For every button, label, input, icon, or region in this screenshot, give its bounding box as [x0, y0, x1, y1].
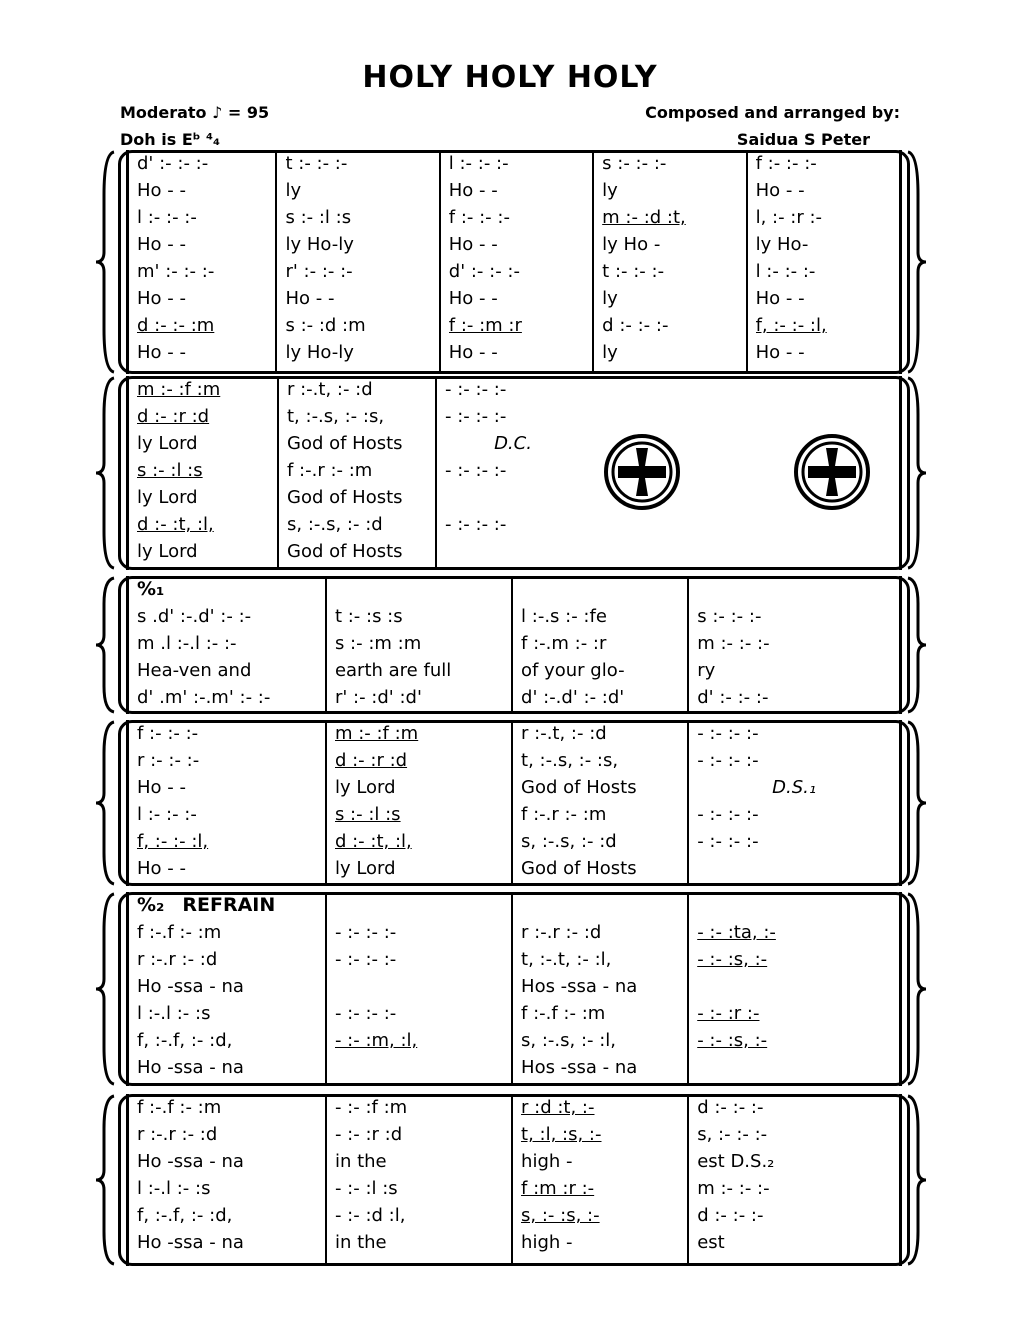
notation-line: - :- :- :-: [334, 949, 397, 970]
lyric-line: ly Lord: [334, 777, 396, 798]
notation-line: - :- :- :-: [697, 831, 759, 852]
measure-cell: [594, 150, 747, 374]
composer-label: Composed and arranged by:: [645, 103, 900, 122]
notation-line: d' :- :- :-: [448, 261, 520, 282]
measure-cell: [441, 150, 594, 374]
music-system: [118, 150, 910, 374]
measure-cell: [327, 892, 513, 1086]
notation-line: l :- :- :-: [137, 804, 197, 825]
notation-line: r' :- :d' :d': [334, 687, 422, 708]
lyric-line: est: [697, 1232, 725, 1253]
lyric-line: ry: [697, 660, 716, 681]
notation-line: r :-.r :- :d: [521, 922, 602, 943]
notation-line: - :- :ta, :-: [697, 922, 776, 943]
lyric-line: ly: [602, 288, 618, 309]
music-system: [118, 720, 910, 886]
notation-line: r :-.r :- :d: [137, 1124, 218, 1145]
lyric-line: Ho - -: [137, 858, 186, 879]
right-brace: [906, 720, 928, 886]
measure-row: [126, 576, 902, 714]
measure-row: [126, 892, 902, 1086]
lyric-line: ly Lord: [137, 487, 198, 508]
notation-line: t, :l, :s, :-: [521, 1124, 602, 1145]
lyric-line: Ho - -: [755, 180, 805, 201]
measure-cell: [129, 576, 327, 714]
notation-line: f :- :- :-: [137, 723, 199, 744]
notation-line: - :- :- :-: [445, 514, 507, 535]
measure-cell: [689, 892, 899, 1086]
measure-cell: [129, 892, 327, 1086]
measure-cell: [277, 150, 440, 374]
page-title: HOLY HOLY HOLY: [362, 60, 658, 95]
notation-line: d :- :t, :l,: [334, 831, 412, 852]
notation-line: [697, 855, 899, 882]
notation-line: m' :- :- :-: [137, 261, 215, 282]
lyric-line: Ho - -: [137, 342, 186, 363]
notation-line: f, :- :- :l,: [755, 315, 827, 336]
notation-line: f, :-.f, :- :d,: [137, 1205, 233, 1226]
measure-cell: [513, 720, 689, 886]
notation-line: l :-.l :- :s: [137, 1003, 211, 1024]
notation-line: d' .m' :-.m' :- :-: [137, 687, 271, 708]
notation-line: s :- :l :s: [334, 804, 401, 825]
notation-line: - :- :s, :-: [697, 949, 768, 970]
notation-line: f :-.r :- :m: [287, 460, 373, 481]
notation-line: m .l :-.l :- :-: [137, 633, 237, 654]
notation-line: [697, 973, 899, 1000]
notation-line: [697, 1054, 899, 1081]
lyric-line: God of Hosts: [287, 541, 403, 562]
left-brace: [94, 576, 116, 714]
notation-line: s :- :- :-: [697, 606, 762, 627]
right-brace: [906, 150, 928, 374]
notation-line: m :- :f :m: [334, 723, 419, 744]
lyric-line: ly Lord: [334, 858, 396, 879]
left-brace: [94, 376, 116, 570]
lyric-line: ly: [285, 180, 302, 201]
notation-line: r' :- :- :-: [285, 261, 353, 282]
right-brace: [906, 892, 928, 1086]
measure-cell: [327, 1094, 513, 1266]
notation-line: [335, 1054, 511, 1081]
lyric-line: of your glo-: [521, 660, 625, 681]
measure-cell: [327, 720, 513, 886]
lyric-line: ly: [602, 180, 618, 201]
lyric-line: Ho - -: [137, 288, 186, 309]
measure-cell: [513, 892, 689, 1086]
notation-line: f :-.f :- :m: [137, 922, 222, 943]
measure-row: [126, 376, 902, 570]
measure-cell: [513, 1094, 689, 1266]
left-brace: [94, 720, 116, 886]
measure-cell: [689, 576, 899, 714]
section-marker: [137, 576, 325, 603]
notation-line: t :- :s :s: [334, 606, 403, 627]
notation-line: - :- :- :-: [334, 922, 397, 943]
lyric-line: ly Ho-: [755, 234, 809, 255]
left-brace: [94, 1094, 116, 1266]
segno-marker: %₁: [137, 578, 165, 600]
notation-line: f :- :m :r: [448, 315, 522, 336]
composer-name: Saidua S Peter: [736, 130, 870, 149]
lyric-line: Hea-ven and: [137, 660, 252, 681]
lyric-line: ly: [602, 342, 618, 363]
spacer: [335, 892, 511, 919]
notation-line: d :- :- :-: [697, 1097, 764, 1118]
lyric-line: high -: [521, 1151, 573, 1172]
lyric-line: Ho - -: [448, 234, 498, 255]
lyric-line: Hos -ssa - na: [521, 976, 638, 997]
music-system: [118, 892, 910, 1086]
lyric-line: in the: [334, 1151, 387, 1172]
lyric-line: Ho -ssa - na: [137, 976, 244, 997]
notation-line: d' :- :- :-: [137, 153, 209, 174]
notation-line: s, :- :s, :-: [521, 1205, 600, 1226]
notation-line: d' :- :- :-: [697, 687, 769, 708]
notation-line: - :- :- :-: [445, 406, 507, 427]
notation-line: t, :-.s, :- :s,: [521, 750, 619, 771]
notation-line: f :-.r :- :m: [521, 804, 607, 825]
spacer: [335, 576, 511, 603]
notation-line: - :- :m, :l,: [334, 1030, 418, 1051]
notation-line: t, :-.t, :- :l,: [521, 949, 612, 970]
notation-line: - :- :r :d: [334, 1124, 403, 1145]
notation-line: - :- :- :-: [445, 379, 507, 400]
notation-line: d :- :t, :l,: [137, 514, 214, 535]
notation-line: s :- :l :s: [285, 207, 352, 228]
notation-line: - :- :- :-: [445, 460, 507, 481]
measure-row: [126, 150, 902, 374]
cross-emblem-icon: [792, 432, 872, 512]
right-brace: [906, 1094, 928, 1266]
lyric-line: Ho -ssa - na: [137, 1057, 244, 1078]
right-brace: [906, 576, 928, 714]
notation-line: [335, 973, 511, 1000]
lyric-line: God of Hosts: [521, 777, 637, 798]
notation-line: - :- :f :m: [334, 1097, 408, 1118]
notation-line: s .d' :-.d' :- :-: [137, 606, 252, 627]
cross-emblem-icon: [602, 432, 682, 512]
measure-cell: [689, 1094, 899, 1266]
lyric-line: D.C.: [494, 433, 532, 454]
tempo-marking: Moderato ♪ = 95: [120, 103, 270, 122]
notation-line: [445, 538, 589, 565]
notation-line: d :- :- :-: [602, 315, 669, 336]
lyric-line: God of Hosts: [287, 487, 403, 508]
notation-line: - :- :s, :-: [697, 1030, 768, 1051]
measure-cell: [129, 376, 279, 570]
lyric-line: Ho - -: [285, 288, 335, 309]
notation-line: f :m :r :-: [521, 1178, 595, 1199]
notation-line: - :- :- :-: [697, 804, 759, 825]
lyric-line: ly Ho -: [602, 234, 661, 255]
notation-line: r :d :t, :-: [521, 1097, 595, 1118]
segno-marker: %₂: [137, 894, 165, 916]
lyric-line: earth are full: [334, 660, 452, 681]
left-brace: [94, 892, 116, 1086]
notation-line: - :- :- :-: [697, 723, 759, 744]
notation-line: r :-.r :- :d: [137, 949, 218, 970]
notation-line: - :- :- :-: [697, 750, 759, 771]
lyric-line: Ho -ssa - na: [137, 1151, 244, 1172]
notation-line: - :- :- :-: [334, 1003, 397, 1024]
lyric-line: Ho - -: [755, 342, 805, 363]
lyric-line: in the: [334, 1232, 387, 1253]
notation-line: l, :- :r :-: [755, 207, 823, 228]
notation-line: f, :-.f, :- :d,: [137, 1030, 233, 1051]
notation-line: l :- :- :-: [448, 153, 509, 174]
notation-line: s :- :- :-: [602, 153, 667, 174]
notation-line: t, :-.s, :- :s,: [287, 406, 385, 427]
spacer: [521, 576, 687, 603]
notation-line: s, :-.s, :- :l,: [521, 1030, 617, 1051]
notation-line: [445, 484, 589, 511]
lyric-line: ly Ho-ly: [285, 234, 354, 255]
notation-line: r :-.t, :- :d: [521, 723, 607, 744]
measure-cell: [689, 720, 899, 886]
spacer: [697, 892, 899, 919]
section-marker: [137, 892, 325, 919]
lyric-line: Ho - -: [448, 180, 498, 201]
notation-line: s, :- :- :-: [697, 1124, 768, 1145]
lyric-line: Ho - -: [137, 777, 186, 798]
lyric-line: Ho -ssa - na: [137, 1232, 244, 1253]
notation-line: - :- :r :-: [697, 1003, 760, 1024]
notation-line: d :- :- :-: [697, 1205, 764, 1226]
music-system: [118, 576, 910, 714]
notation-line: f :- :- :-: [448, 207, 510, 228]
lyric-line: est D.S.₂: [697, 1151, 775, 1172]
notation-line: l :- :- :-: [755, 261, 816, 282]
measure-cell: [748, 150, 899, 374]
lyric-line: ly Lord: [137, 433, 198, 454]
notation-line: - :- :l :s: [334, 1178, 398, 1199]
lyric-line: D.S.₁: [772, 777, 817, 798]
notation-line: s, :-.s, :- :d: [287, 514, 383, 535]
notation-line: f :-.f :- :m: [521, 1003, 606, 1024]
notation-line: t :- :- :-: [285, 153, 348, 174]
lyric-line: ly Ho-ly: [285, 342, 354, 363]
notation-line: m :- :f :m: [137, 379, 221, 400]
notation-line: f, :- :- :l,: [137, 831, 209, 852]
notation-line: t :- :- :-: [602, 261, 665, 282]
notation-line: d :- :r :d: [334, 750, 408, 771]
spacer: [521, 892, 687, 919]
lyric-line: Ho - -: [137, 180, 186, 201]
notation-line: r :- :- :-: [137, 750, 200, 771]
measure-cell: [279, 376, 437, 570]
lyric-line: ly Lord: [137, 541, 198, 562]
lyric-line: Hos -ssa - na: [521, 1057, 638, 1078]
lyric-line: high -: [521, 1232, 573, 1253]
lyric-line: God of Hosts: [521, 858, 637, 879]
key-signature: Doh is Eᵇ ⁴₄: [120, 130, 220, 149]
notation-line: s :- :l :s: [137, 460, 203, 481]
right-brace: [906, 376, 928, 570]
notation-line: r :-.t, :- :d: [287, 379, 373, 400]
lyric-line: God of Hosts: [287, 433, 403, 454]
measure-cell: [129, 150, 277, 374]
measure-cell: [327, 576, 513, 714]
refrain-label: REFRAIN: [182, 894, 276, 916]
notation-line: s :- :d :m: [285, 315, 366, 336]
notation-line: d' :-.d' :- :d': [521, 687, 625, 708]
notation-line: s, :-.s, :- :d: [521, 831, 617, 852]
left-brace: [94, 150, 116, 374]
measure-cell: [513, 576, 689, 714]
notation-line: l :-.s :- :fe: [521, 606, 607, 627]
notation-line: d :- :r :d: [137, 406, 210, 427]
music-system: [118, 1094, 910, 1266]
lyric-line: Ho - -: [137, 234, 186, 255]
notation-line: l :-.l :- :s: [137, 1178, 211, 1199]
notation-line: f :- :- :-: [755, 153, 817, 174]
lyric-line: Ho - -: [448, 342, 498, 363]
notation-line: m :- :- :-: [697, 1178, 770, 1199]
notation-line: l :- :- :-: [137, 207, 197, 228]
spacer: [697, 576, 899, 603]
measure-row: [126, 720, 902, 886]
measure-cell: [129, 720, 327, 886]
notation-line: s :- :m :m: [334, 633, 422, 654]
measure-cell: [437, 376, 589, 570]
measure-cell: [129, 1094, 327, 1266]
notation-line: f :-.m :- :r: [521, 633, 607, 654]
lyric-line: Ho - -: [448, 288, 498, 309]
notation-line: - :- :d :l,: [334, 1205, 406, 1226]
measure-row: [126, 1094, 902, 1266]
notation-line: m :- :d :t,: [602, 207, 686, 228]
notation-line: d :- :- :m: [137, 315, 215, 336]
notation-line: m :- :- :-: [697, 633, 770, 654]
lyric-line: Ho - -: [755, 288, 805, 309]
notation-line: f :-.f :- :m: [137, 1097, 222, 1118]
